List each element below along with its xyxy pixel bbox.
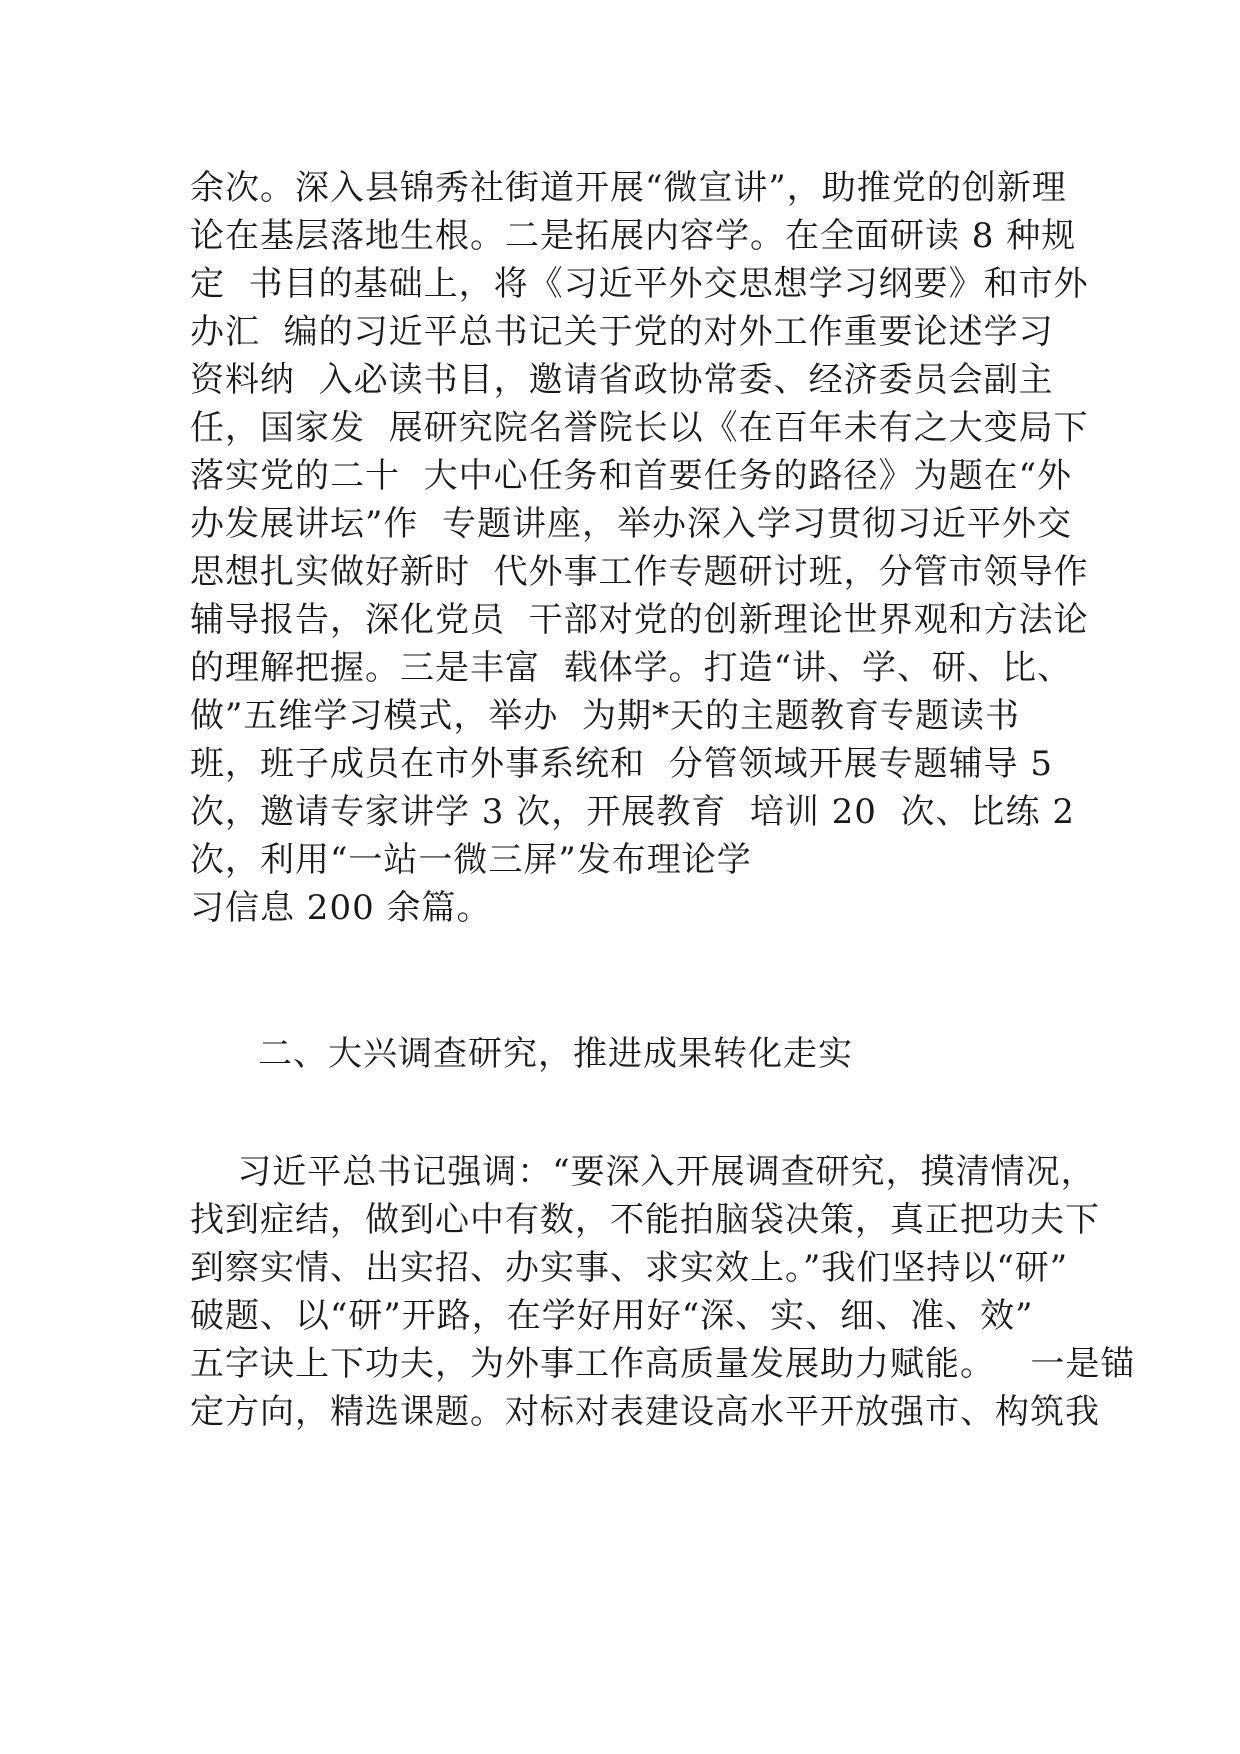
section-heading-text: 二、大兴调查研究，推进成果转化走实 — [258, 1034, 853, 1074]
paragraph-line: 次，利用“一站一微三屏”发布理论学 — [190, 840, 752, 880]
paragraph-line: 破题、以“研”开路，在学好用好“深、实、细、准、效” — [190, 1296, 1034, 1336]
paragraph-line: 定方向，精选课题。对标对表建设高水平开放强市、构筑我 — [190, 1392, 1100, 1432]
paragraph-line: 任，国家发 展研究院名誉院长以《在百年未有之大变局下 — [190, 408, 1089, 448]
body-paragraph-2 — [190, 1148, 1136, 1436]
paragraph-line: 办汇 编的习近平总书记关于党的对外工作重要论述学习 — [190, 312, 1054, 352]
paragraph-line: 思想扎实做好新时 代外事工作专题研讨班，分管市领导作 — [190, 552, 1089, 592]
paragraph-line: 习近平总书记强调：“要深入开展调查研究，摸清情况， — [190, 1152, 1096, 1192]
paragraph-line: 到察实情、出实招、办实事、求实效上。”我们坚持以“研” — [190, 1248, 1069, 1288]
paragraph-line: 五字诀上下功夫，为外事工作高质量发展助力赋能。 一是锚 — [190, 1344, 1136, 1384]
paragraph-line: 的理解把握。三是丰富 载体学。打造“讲、学、研、比、 — [190, 648, 1072, 688]
paragraph-line: 辅导报告，深化党员 干部对党的创新理论世界观和方法论 — [190, 600, 1089, 640]
paragraph-line: 落实党的二十 大中心任务和首要任务的路径》为题在“外 — [190, 456, 1072, 496]
paragraph-line: 论在基层落地生根。二是拓展内容学。在全面研读 8 种规 — [190, 216, 1077, 256]
paragraph-line: 余次。深入县锦秀社街道开展“微宣讲”，助推党的创新理 — [190, 168, 1067, 208]
section-heading — [258, 1030, 1138, 1078]
paragraph-line: 次，邀请专家讲学 3 次，开展教育 培训 20 次、比练 2 — [190, 792, 1075, 832]
paragraph-line: 找到症结，做到心中有数，不能拍脑袋决策，真正把功夫下 — [190, 1200, 1100, 1240]
body-paragraph-1 — [190, 164, 1089, 932]
paragraph-line: 资料纳 入必读书目，邀请省政协常委、经济委员会副主 — [190, 360, 1054, 400]
paragraph-line: 做”五维学习模式，举办 为期*天的主题教育专题读书 — [190, 696, 1020, 736]
paragraph-line: 办发展讲坛”作 专题讲座，举办深入学习贯彻习近平外交 — [190, 504, 1072, 544]
paragraph-line: 习信息 200 余篇。 — [190, 888, 492, 928]
paragraph-line: 定 书目的基础上，将《习近平外交思想学习纲要》和市外 — [190, 264, 1089, 304]
paragraph-line: 班，班子成员在市外事系统和 分管领域开展专题辅导 5 — [190, 744, 1054, 784]
